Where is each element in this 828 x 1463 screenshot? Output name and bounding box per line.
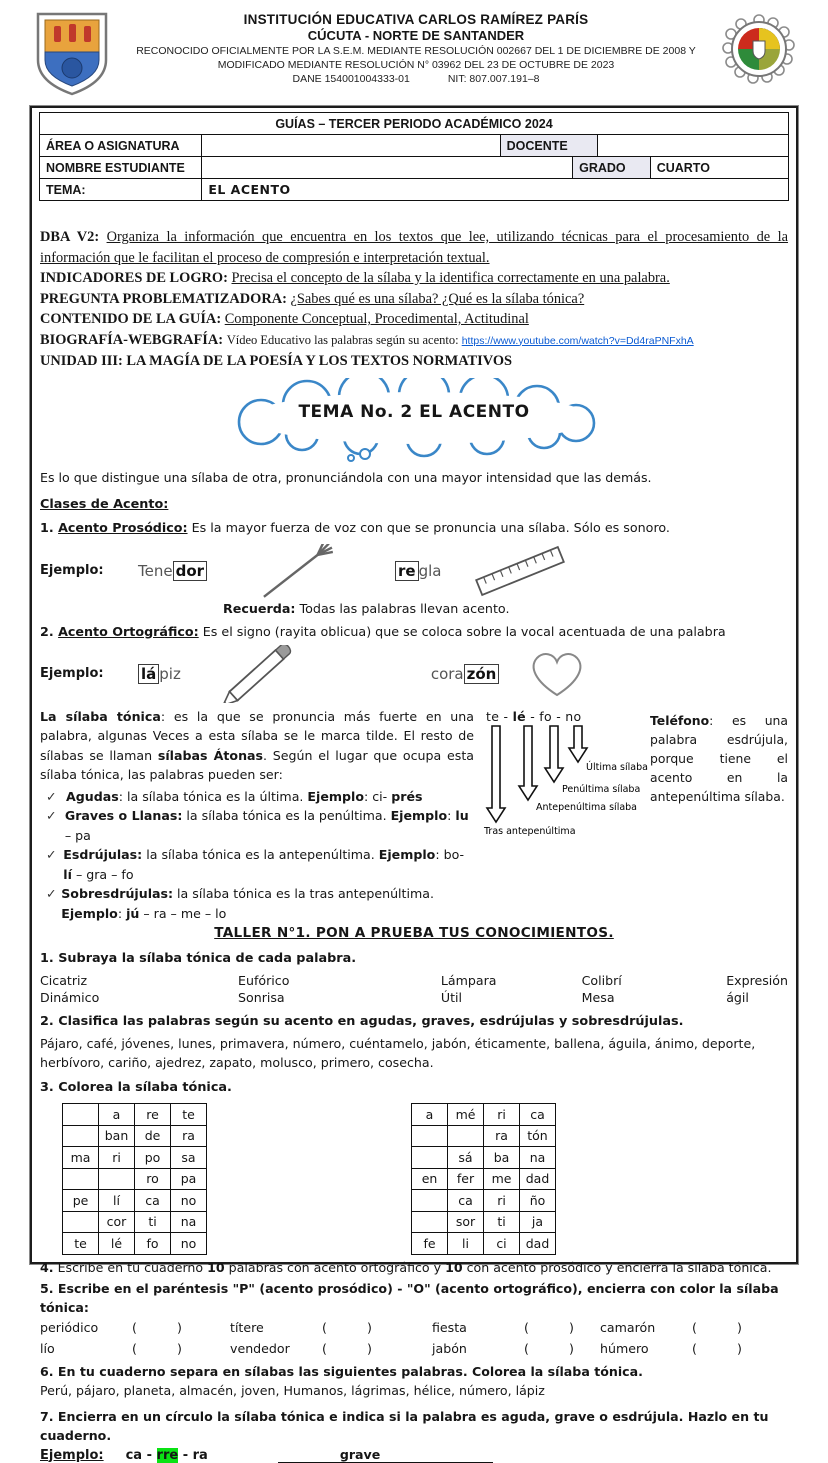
ex5-word: vendedor — [230, 1341, 290, 1356]
ex5-word: húmero — [600, 1341, 649, 1356]
ex5-answer-parens[interactable]: ( ) — [322, 1341, 372, 1356]
ex7-answer: grave — [278, 1447, 493, 1463]
syllable-cell[interactable]: lí — [99, 1190, 135, 1212]
syllable-cell[interactable]: pe — [63, 1190, 99, 1212]
syllable-cell[interactable]: ra — [171, 1125, 207, 1147]
ex5-answer-parens[interactable]: ( ) — [524, 1320, 574, 1335]
word-corazon: cora zón — [431, 665, 500, 683]
syllable-cell[interactable]: ban — [99, 1125, 135, 1147]
ex3-title: 3. Colorea la sílaba tónica. — [40, 1080, 232, 1095]
ex5-item — [230, 1339, 432, 1359]
ruler-icon — [460, 543, 580, 599]
dba-line: DBA V2: Organiza la información que encuentra en los textos que lee, utilizando técnicas para el procesamiento de la información que le facilitan el proceso de compresión e interpretación textual. — [40, 229, 789, 266]
unidad-line: UNIDAD III: LA MAGÍA DE LA POESÍA Y LOS TEXTOS NORMATIVOS — [40, 353, 513, 369]
syllable-cell[interactable]: ti — [484, 1211, 520, 1233]
tema-value: EL ACENTO — [201, 178, 789, 201]
syllable-cell[interactable]: no — [171, 1233, 207, 1255]
ex5-word: títere — [230, 1320, 264, 1335]
dane-code: DANE 154001004333-01 — [292, 73, 410, 85]
school-seal-logo — [714, 10, 800, 96]
institution-name: INSTITUCIÓN EDUCATIVA CARLOS RAMÍREZ PARÍS — [243, 12, 589, 27]
ex5-answer-parens[interactable]: ( ) — [322, 1320, 372, 1335]
syllable-cell[interactable] — [412, 1211, 448, 1233]
word-regla: re gla — [395, 562, 441, 580]
syllable-cell[interactable]: ri — [484, 1104, 520, 1126]
tonica-paragraph: La sílaba tónica: es la que se pronuncia más fuerte en una palabra, algunas Veces a esta sílaba se le marca tilde. El resto de sílabas se llaman sílabas Átonas. Según el lugar que ocupa esta sílaba tónica, las palabras pueden ser: — [40, 708, 474, 782]
syllable-cell[interactable]: a — [99, 1104, 135, 1126]
syllable-cell[interactable]: ca — [520, 1104, 556, 1126]
pencil-icon — [203, 645, 313, 703]
prosodico-line: 1. Acento Prosódico: Es la mayor fuerza de voz con que se pronuncia una sílaba. Sólo es sonoro. — [40, 519, 670, 535]
ortografico-line: 2. Acento Ortográfico: Es el signo (rayita oblicua) que se coloca sobre la vocal acentuada de una palabra — [40, 623, 726, 639]
syllable-cell[interactable]: tón — [520, 1125, 556, 1147]
intro-paragraph: Es lo que distingue una sílaba de otra, pronunciándola con una mayor intensidad que las demás. — [40, 469, 652, 485]
pregunta-line: PREGUNTA PROBLEMATIZADORA: ¿Sabes qué es una sílaba? ¿Qué es la sílaba tónica? — [40, 290, 585, 307]
contenido-line: CONTENIDO DE LA GUÍA: Componente Conceptual, Procedimental, Actitudinal — [40, 311, 529, 327]
accent-types-list — [40, 787, 474, 924]
syllable-cell[interactable]: ño — [520, 1190, 556, 1212]
syllable-cell[interactable]: lé — [99, 1233, 135, 1255]
gear-seal-icon — [720, 10, 798, 92]
syllable-cell[interactable]: li — [448, 1233, 484, 1255]
check-icon: ✓ — [46, 847, 57, 862]
ex5-word: camarón — [600, 1320, 656, 1335]
syllable-cell[interactable] — [412, 1125, 448, 1147]
syllable-tables — [62, 1103, 790, 1255]
syllable-cell[interactable]: ri — [484, 1190, 520, 1212]
syllable-cell[interactable]: sor — [448, 1211, 484, 1233]
syllable-cell[interactable]: fo — [135, 1233, 171, 1255]
ejemplo-label: Ejemplo: — [40, 666, 104, 681]
syllable-table-left — [62, 1103, 207, 1255]
ex5-word: lío — [40, 1341, 55, 1356]
syllable-cell[interactable]: no — [171, 1190, 207, 1212]
syllable-cell[interactable]: te — [63, 1233, 99, 1255]
tonica-section — [40, 707, 788, 924]
word-item: Cicatriz — [40, 973, 88, 988]
syllable-cell[interactable]: ca — [448, 1190, 484, 1212]
ex5-item — [40, 1339, 230, 1359]
check-icon: ✓ — [46, 808, 57, 823]
ex5-row-1 — [40, 1318, 788, 1338]
ex5-word: periódico — [40, 1320, 99, 1335]
down-arrows-icon — [482, 724, 650, 842]
syllable-cell[interactable]: fe — [412, 1233, 448, 1255]
nit-code: NIT: 807.007.191–8 — [447, 73, 540, 85]
svg-text:Antepenúltima sílaba: Antepenúltima sílaba — [536, 801, 638, 813]
ex5-item — [230, 1318, 432, 1338]
ex1-word-grid — [40, 972, 788, 1006]
syllable-arrows-diagram — [482, 707, 650, 924]
word-lapiz: lá piz — [138, 665, 181, 683]
syllable-cell[interactable]: ti — [135, 1211, 171, 1233]
guide-title: GUÍAS – TERCER PERIODO ACADÉMICO 2024 — [39, 112, 789, 135]
topic-cloud — [199, 378, 629, 464]
webgrafia-link[interactable]: https://www.youtube.com/watch?v=Dd4raPNFxhA — [461, 334, 694, 347]
dba-block — [40, 227, 788, 372]
syllable-cell[interactable]: ri — [99, 1147, 135, 1169]
grado-value: CUARTO — [650, 156, 789, 179]
syllable-cell[interactable] — [448, 1125, 484, 1147]
ex1-title: 1. Subraya la sílaba tónica de cada palabra. — [40, 951, 357, 966]
header-text — [118, 10, 714, 85]
nombre-label: NOMBRE ESTUDIANTE — [39, 156, 202, 179]
syllable-cell[interactable]: na — [171, 1211, 207, 1233]
check-icon: ✓ — [46, 886, 57, 901]
fork-icon — [237, 544, 357, 598]
resolution-line-1: RECONOCIDO OFICIALMENTE POR LA S.E.M. MEDIANTE RESOLUCIÓN 002667 DEL 1 DE DICIEMBRE DE 2008 Y — [136, 45, 696, 57]
area-label: ÁREA O ASIGNATURA — [39, 134, 202, 157]
heart-icon — [525, 645, 589, 703]
ex7-example-word: ca - rre - ra — [125, 1447, 208, 1463]
ex5-answer-parens[interactable]: ( ) — [692, 1341, 742, 1356]
list-item-agudas: ✓ Agudas: la sílaba tónica es la última. Ejemplo: ci- prés — [40, 787, 474, 807]
syllable-cell[interactable] — [63, 1125, 99, 1147]
syllable-cell[interactable]: a — [412, 1104, 448, 1126]
ex7-title: 7. Encierra en un círculo la sílaba tónica e indica si la palabra es aguda, grave o esdrújula. Hazlo en tu cuaderno. — [40, 1409, 769, 1443]
school-shield-logo — [32, 10, 118, 102]
clases-heading: Clases de Acento: — [40, 496, 169, 512]
syllable-cell[interactable]: te — [171, 1104, 207, 1126]
syllable-cell[interactable]: fer — [448, 1168, 484, 1190]
syllable-cell[interactable]: po — [135, 1147, 171, 1169]
docente-input[interactable] — [597, 134, 789, 157]
area-input[interactable] — [201, 134, 501, 157]
word-item: Eufórico — [238, 973, 290, 988]
syllable-cell[interactable]: ma — [63, 1147, 99, 1169]
ex5-word: fiesta — [432, 1320, 467, 1335]
syllable-cell[interactable]: na — [520, 1147, 556, 1169]
syllable-cell[interactable]: sa — [171, 1147, 207, 1169]
syllable-cell[interactable]: dad — [520, 1168, 556, 1190]
topic-title: TEMA No. 2 EL ACENTO — [298, 401, 530, 422]
word-item: Útil — [440, 990, 463, 1005]
ex5-item — [600, 1318, 788, 1338]
indicadores-line: INDICADORES DE LOGRO: Precisa el concepto de la sílaba y la identifica correctamente en una palabra. — [40, 270, 670, 286]
syllable-cell[interactable]: ra — [484, 1125, 520, 1147]
list-item-sobresdrujulas: ✓ Sobresdrújulas: la sílaba tónica es la tras antepenúltima. Ejemplo: jú – ra – me – lo — [40, 884, 474, 923]
info-table — [39, 112, 789, 201]
word-item: Colibrí — [581, 973, 622, 988]
syllable-cell[interactable] — [412, 1147, 448, 1169]
ex5-answer-parens[interactable]: ( ) — [132, 1341, 182, 1356]
recuerda-line: Recuerda: Todas las palabras llevan acento. — [223, 600, 510, 616]
ex5-item — [40, 1318, 230, 1338]
shield-icon — [32, 10, 112, 98]
ex5-item — [432, 1339, 600, 1359]
word-item: Expresión — [726, 973, 788, 988]
word-item: ágil — [726, 990, 749, 1005]
syllable-cell[interactable] — [63, 1168, 99, 1190]
ejemplo-ortografico-row — [40, 645, 788, 703]
nombre-input[interactable] — [201, 156, 573, 179]
telefono-note: Teléfono: es una palabra esdrújula, porque tiene el acento en la antepenúltima sílaba. — [650, 712, 788, 804]
syllable-cell[interactable]: pa — [171, 1168, 207, 1190]
syllable-cell[interactable]: ci — [484, 1233, 520, 1255]
syllable-cell[interactable] — [99, 1168, 135, 1190]
ejemplo-prosodico-row — [40, 543, 788, 599]
syllable-cell[interactable] — [63, 1104, 99, 1126]
word-item: Lámpara — [440, 973, 497, 988]
tema-label: TEMA: — [39, 178, 202, 201]
ex5-row-2 — [40, 1339, 788, 1359]
word-tenedor: Tene dor — [138, 562, 207, 580]
syllable-cell[interactable]: cor — [99, 1211, 135, 1233]
syllable-cell[interactable]: ca — [135, 1190, 171, 1212]
syllable-cell[interactable]: en — [412, 1168, 448, 1190]
syllable-cell[interactable]: mé — [448, 1104, 484, 1126]
telefono-syllables: te - lé - fo - no — [486, 708, 582, 724]
ex6-word-list: Perú, pájaro, planeta, almacén, joven, Humanos, lágrimas, hélice, número, lápiz — [40, 1382, 545, 1398]
ex7-example — [40, 1447, 788, 1463]
ex5-answer-parens[interactable]: ( ) — [524, 1341, 574, 1356]
ex5-word: jabón — [432, 1341, 467, 1356]
ex2-word-list: Pájaro, café, jóvenes, lunes, primavera, número, cuéntamelo, jabón, éticamente, ballena, águila, ánimo, deporte, herbívoro, cariño, ajedrez, zapato, molusco, primero, cosecha. — [40, 1036, 756, 1070]
syllable-cell[interactable]: de — [135, 1125, 171, 1147]
ejemplo-label: Ejemplo: — [40, 1447, 104, 1463]
syllable-cell[interactable] — [412, 1190, 448, 1212]
syllable-cell[interactable]: ba — [484, 1147, 520, 1169]
syllable-cell[interactable]: sá — [448, 1147, 484, 1169]
grado-label: GRADO — [572, 156, 651, 179]
ex4-title: 4. Escribe en tu cuaderno 10 palabras con acento ortográfico y 10 con acento prosódico y encierra la sílaba tónica. — [40, 1259, 772, 1275]
syllable-cell[interactable]: dad — [520, 1233, 556, 1255]
ex5-item — [600, 1339, 788, 1359]
syllable-cell[interactable]: ro — [135, 1168, 171, 1190]
list-item-graves: ✓ Graves o Llanas: la sílaba tónica es la penúltima. Ejemplo: lu – pa — [40, 806, 474, 845]
syllable-cell[interactable] — [63, 1211, 99, 1233]
svg-text:Última sílaba: Última sílaba — [586, 761, 648, 773]
ex5-answer-parens[interactable]: ( ) — [132, 1320, 182, 1335]
word-item: Dinámico — [40, 990, 100, 1005]
ex2-title: 2. Clasifica las palabras según su acento en agudas, graves, esdrújulas y sobresdrújulas. — [40, 1014, 684, 1029]
syllable-table-right — [411, 1103, 556, 1255]
list-item-esdrujulas: ✓ Esdrújulas: la sílaba tónica es la antepenúltima. Ejemplo: bo- lí – gra – fo — [40, 845, 474, 884]
webgrafia-line: BIOGRAFÍA-WEBGRAFÍA: Vídeo Educativo las palabras según su acento: https://www.youtube.com/watch?v=Dd4raPNFxhA — [40, 331, 694, 348]
ex6-title: 6. En tu cuaderno separa en sílabas las siguientes palabras. Colorea la sílaba tónica. — [40, 1364, 643, 1379]
school-header — [0, 0, 828, 100]
worksheet-body — [30, 106, 798, 1463]
ex5-item — [432, 1318, 600, 1338]
syllable-cell[interactable]: me — [484, 1168, 520, 1190]
check-icon: ✓ — [46, 788, 57, 804]
svg-text:Tras antepenúltima: Tras antepenúltima — [484, 825, 576, 837]
syllable-cell[interactable]: re — [135, 1104, 171, 1126]
docente-label: DOCENTE — [500, 134, 598, 157]
syllable-cell[interactable]: ja — [520, 1211, 556, 1233]
ejemplo-label: Ejemplo: — [40, 563, 104, 578]
ex5-answer-parens[interactable]: ( ) — [692, 1320, 742, 1335]
word-item: Mesa — [581, 990, 615, 1005]
word-item: Sonrisa — [238, 990, 285, 1005]
institution-city: CÚCUTA - NORTE DE SANTANDER — [307, 28, 525, 43]
taller-heading: TALLER N°1. PON A PRUEBA TUS CONOCIMIENTOS. — [214, 925, 614, 941]
resolution-line-2: MODIFICADO MEDIANTE RESOLUCIÓN N° 03962 DEL 23 DE OCTUBRE DE 2023 — [217, 59, 615, 71]
ex5-title: 5. Escribe en el paréntesis "P" (acento prosódico) - "O" (acento ortográfico), encierra con color la sílaba tónica: — [40, 1281, 779, 1315]
svg-text:Penúltima sílaba: Penúltima sílaba — [562, 783, 641, 795]
